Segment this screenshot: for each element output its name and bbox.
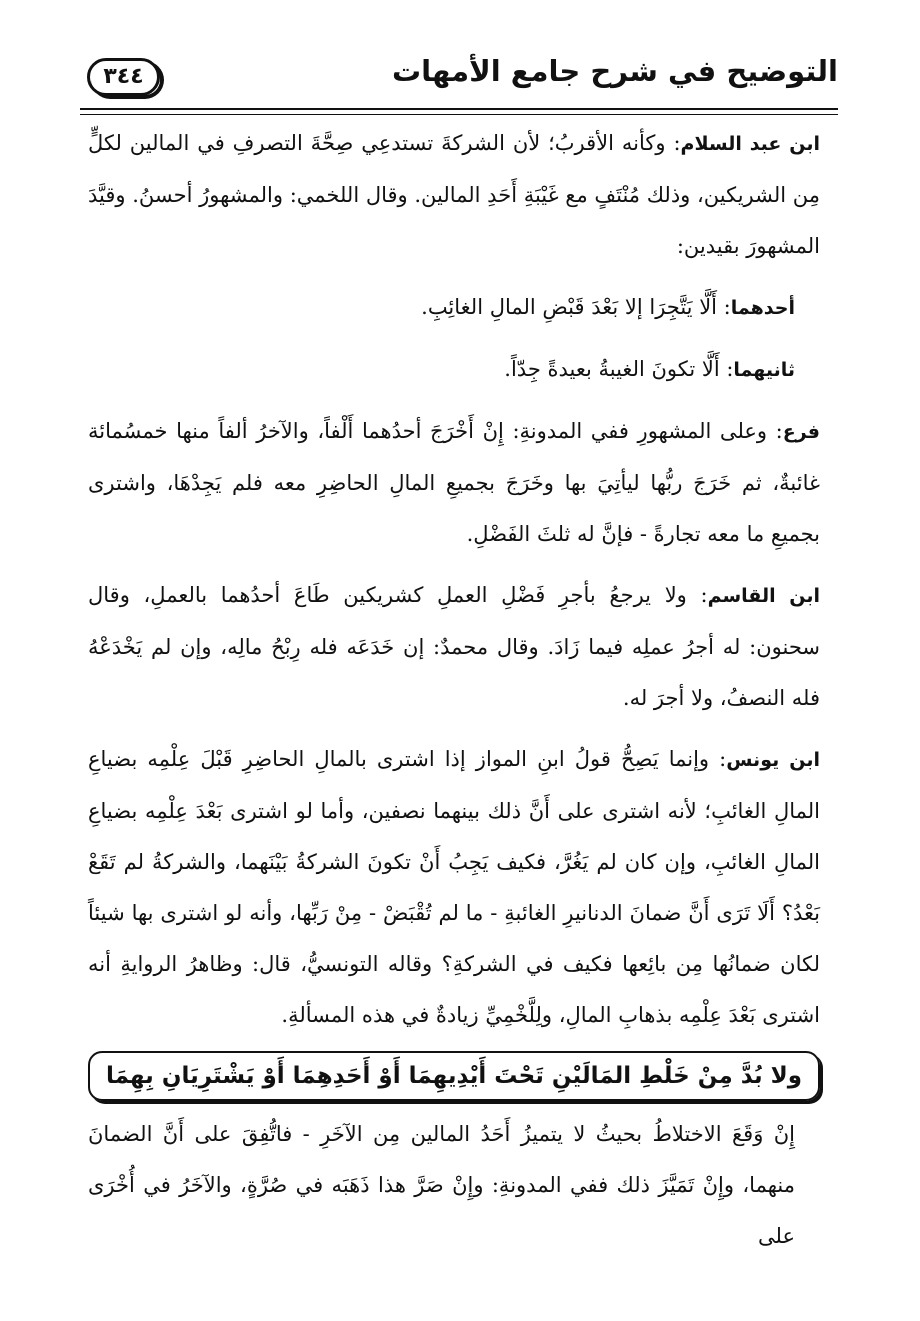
- item-label: ثانيهما: [733, 359, 795, 381]
- item-label: أحدهما: [730, 297, 795, 319]
- paragraph: [88, 282, 820, 334]
- paragraph: [88, 344, 820, 396]
- paragraph-text: : ولا يرجعُ بأجرِ فَضْلِ العملِ كشريكين طَاعَ أحدُهما بالعملِ، وقال سحنون: له أجرُ عملِه فيما زَادَ. وقال محمدٌ: إن خَدَعَه فله رِبْحُ مالِه، وإن لم يَخْدَعْهُ فله النصفُ، ولا أجرَ له.: [88, 583, 820, 710]
- page-body: [88, 118, 820, 1272]
- paragraph-text: : أَلَّا تكونَ الغيبةُ بعيدةً جِدّاً.: [504, 357, 734, 381]
- paragraph-text: : أَلَّا يَتَّجِرَا إلا بَعْدَ قَبْضِ المالِ الغائِبِ.: [421, 295, 731, 319]
- paragraph-text: : وإنما يَصِحُّ قولُ ابنِ المواز إذا اشترى بالمالِ الحاضِرِ قَبْلَ عِلْمِه بضياعِ المالِ الغائبِ؛ لأنه اشترى على أَنَّ ذلك بينهما نصفين، وأما لو اشترى بَعْدَ عِلْمِه بضياعِ المالِ الغائبِ، وإن كان لم يَغُرَّ، فكيف يَجِبُ أَنْ تكونَ الشركةُ بَيْنَهما، والشركةُ لم تَقَعْ بَعْدُ؟ أَلَا تَرَى أَنَّ ضمانَ الدنانيرِ الغائبةِ - ما لم تُقْبَضْ - مِنْ رَبِّها، وأنه لو اشترى بها شيئاً لكان ضمانُها مِن بائِعها فكيف في الشركةِ؟ وقاله التونسيُّ، قال: وظاهرُ الروايةِ أنه اشترى بَعْدَ عِلْمِه بذهابِ المالِ، ولِلَّخْمِيِّ زيادةٌ في هذه المسألةِ.: [88, 747, 820, 1027]
- paragraph-text: : وعلى المشهورِ ففي المدونةِ: إِنْ أَخْرَجَ أحدُهما أَلْفاً، والآخرُ ألفاً منها خمسُمائة غائبةٌ، ثم خَرَجَ ربُّها ليأتِيَ بها وخَرَجَ بجميعِ المالِ الحاضِرِ معه فلم يَجِدْهَا، واشترى بجميعِ ما معه تجارةً - فإنَّ له ثلثَ الفَضْلِ.: [88, 419, 820, 546]
- page-header: [80, 40, 838, 120]
- header-rule: [80, 108, 838, 110]
- header-rule-thin: [80, 114, 838, 115]
- speaker-label: ابن يونس: [726, 749, 820, 771]
- page-number: ٣٤٤: [87, 58, 160, 96]
- speaker-label: ابن القاسم: [707, 585, 820, 607]
- branch-label: فرع: [782, 421, 820, 443]
- book-title: التوضيح في شرح جامع الأمهات: [391, 54, 838, 88]
- paragraph: [88, 570, 820, 724]
- paragraph: [88, 1109, 820, 1262]
- speaker-label: ابن عبد السلام: [680, 133, 820, 155]
- paragraph: [88, 118, 820, 272]
- section-heading-box: ولا بُدَّ مِنْ خَلْطِ المَالَيْنِ تَحْتَ أَيْدِيهِمَا أَوْ أَحَدِهِمَا أَوْ يَشْتَرِيَانِ بِهِمَا: [88, 1051, 820, 1101]
- paragraph: [88, 406, 820, 560]
- paragraph-text: : وكأنه الأقربُ؛ لأن الشركةَ تستدعِي صِحَّةَ التصرفِ في المالين لكلٍّ مِن الشريكين، وذلك مُنْتَفٍ مع غَيْبَةِ أَحَدِ المالين. وقال اللخمي: والمشهورُ أحسنُ. وقيَّدَ المشهورَ بقيدين:: [88, 131, 820, 258]
- paragraph: [88, 734, 820, 1041]
- paragraph-text: إِنْ وَقَعَ الاختلاطُ بحيثُ لا يتميزُ أَحَدُ المالين مِن الآخَرِ - فاتُّفِقَ على أَنَّ الضمانَ منهما، وإِنْ تَمَيَّزَ ذلك ففي المدونةِ: وإِنْ صَرَّ هذا ذَهَبَه في صُرَّةٍ، والآخَرُ في أُخْرَى على: [88, 1122, 795, 1248]
